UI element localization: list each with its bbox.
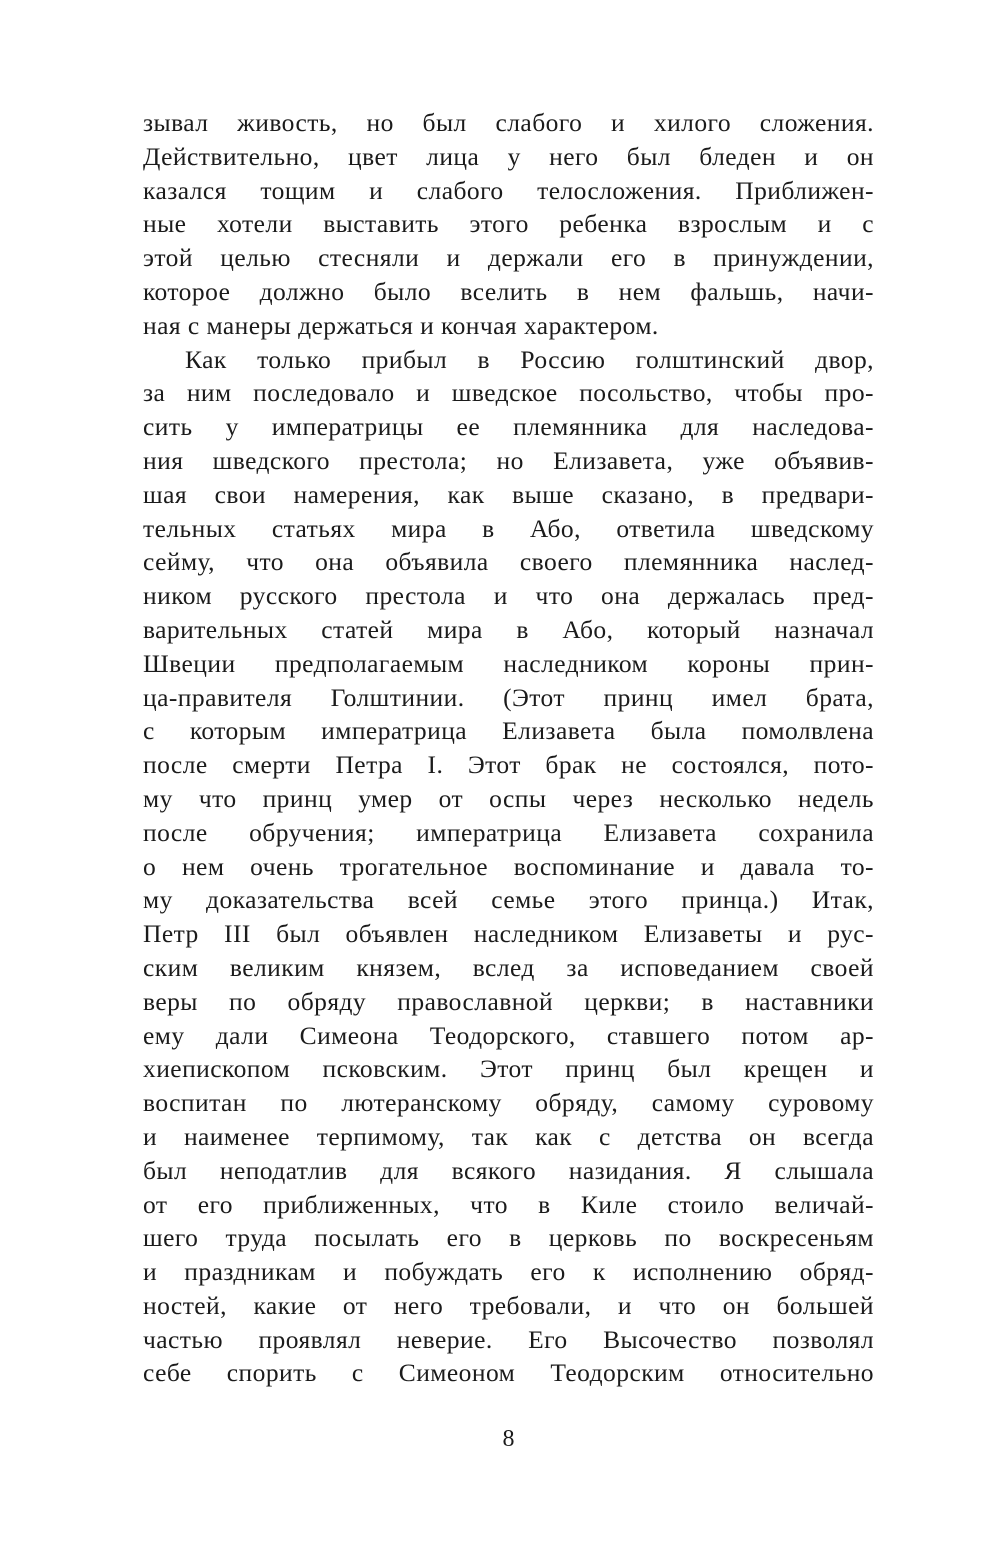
text-line: Действительно, цвет лица у него был бледен и он bbox=[143, 141, 874, 171]
text-line: хиепископом псковским. Этот принц был крещен и bbox=[143, 1054, 874, 1084]
text-line: себе спорить с Симеоном Теодорским относительно bbox=[143, 1358, 874, 1388]
text-line: частью проявлял неверие. Его Высочество позволял bbox=[143, 1324, 874, 1354]
text-line: варительных статей мира в Або, который назначал bbox=[143, 614, 874, 644]
text-line: ные хотели выставить этого ребенка взрослым и с bbox=[143, 209, 874, 239]
text-line: ния шведского престола; но Елизавета, уже объявив- bbox=[143, 445, 874, 475]
text-line: о нем очень трогательное воспоминание и давала то- bbox=[143, 851, 874, 881]
text-line: после смерти Петра I. Этот брак не состоялся, пото- bbox=[143, 750, 874, 780]
text-line: казался тощим и слабого телосложения. Приближен- bbox=[143, 175, 874, 205]
text-line: Как только прибыл в Россию голштинский двор, bbox=[185, 344, 874, 374]
paragraph bbox=[143, 343, 874, 1391]
text-line: ему дали Симеона Теодорского, ставшего потом ар- bbox=[143, 1020, 874, 1050]
text-line: ником русского престола и что она держалась пред- bbox=[143, 581, 874, 611]
text-line: от его приближенных, что в Киле стоило величай- bbox=[143, 1189, 874, 1219]
text-line: после обручения; императрица Елизавета сохранила bbox=[143, 817, 874, 847]
text-line: за ним последовало и шведское посольство, чтобы про- bbox=[143, 378, 874, 408]
text-line: му что принц умер от оспы через несколько недель bbox=[143, 783, 874, 813]
text-line: веры по обряду православной церкви; в наставники bbox=[143, 986, 874, 1016]
text-line: ная с манеры держаться и кончая характером. bbox=[143, 310, 659, 340]
text-line: с которым императрица Елизавета была помолвлена bbox=[143, 716, 874, 746]
text-line: му доказательства всей семье этого принца.) Итак, bbox=[143, 885, 874, 915]
text-line: сить у императрицы ее племянника для наследова- bbox=[143, 412, 874, 442]
page-number: 8 bbox=[502, 1426, 515, 1452]
text-line: тельных статьях мира в Або, ответила шведскому bbox=[143, 513, 874, 543]
text-line: шая свои намерения, как выше сказано, в предвари- bbox=[143, 479, 874, 509]
text-line: ским великим князем, вслед за исповеданием своей bbox=[143, 952, 874, 982]
text-line: сейму, что она объявила своего племянника наслед- bbox=[143, 547, 874, 577]
text-line: которое должно было вселить в нем фальшь, начи- bbox=[143, 276, 874, 306]
text-line: и наименее терпимому, так как с детства он всегда bbox=[143, 1121, 874, 1151]
text-line: Петр III был объявлен наследником Елизаветы и рус- bbox=[143, 919, 874, 949]
text-line: Швеции предполагаемым наследником короны прин- bbox=[143, 648, 874, 678]
paragraph bbox=[143, 106, 874, 343]
text-line: и праздникам и побуждать его к исполнению обряд- bbox=[143, 1257, 874, 1287]
text-line: воспитан по лютеранскому обряду, самому суровому bbox=[143, 1088, 874, 1118]
text-line: ца-правителя Голштинии. (Этот принц имел брата, bbox=[143, 682, 874, 712]
text-block bbox=[143, 106, 874, 1390]
text-line: был неподатлив для всякого назидания. Я слышала bbox=[143, 1155, 874, 1185]
text-line: ностей, какие от него требовали, и что он большей bbox=[143, 1290, 874, 1320]
text-line: шего труда посылать его в церковь по воскресеньям bbox=[143, 1223, 874, 1253]
text-line: этой целью стесняли и держали его в принуждении, bbox=[143, 243, 874, 273]
text-line: зывал живость, но был слабого и хилого сложения. bbox=[143, 108, 874, 137]
